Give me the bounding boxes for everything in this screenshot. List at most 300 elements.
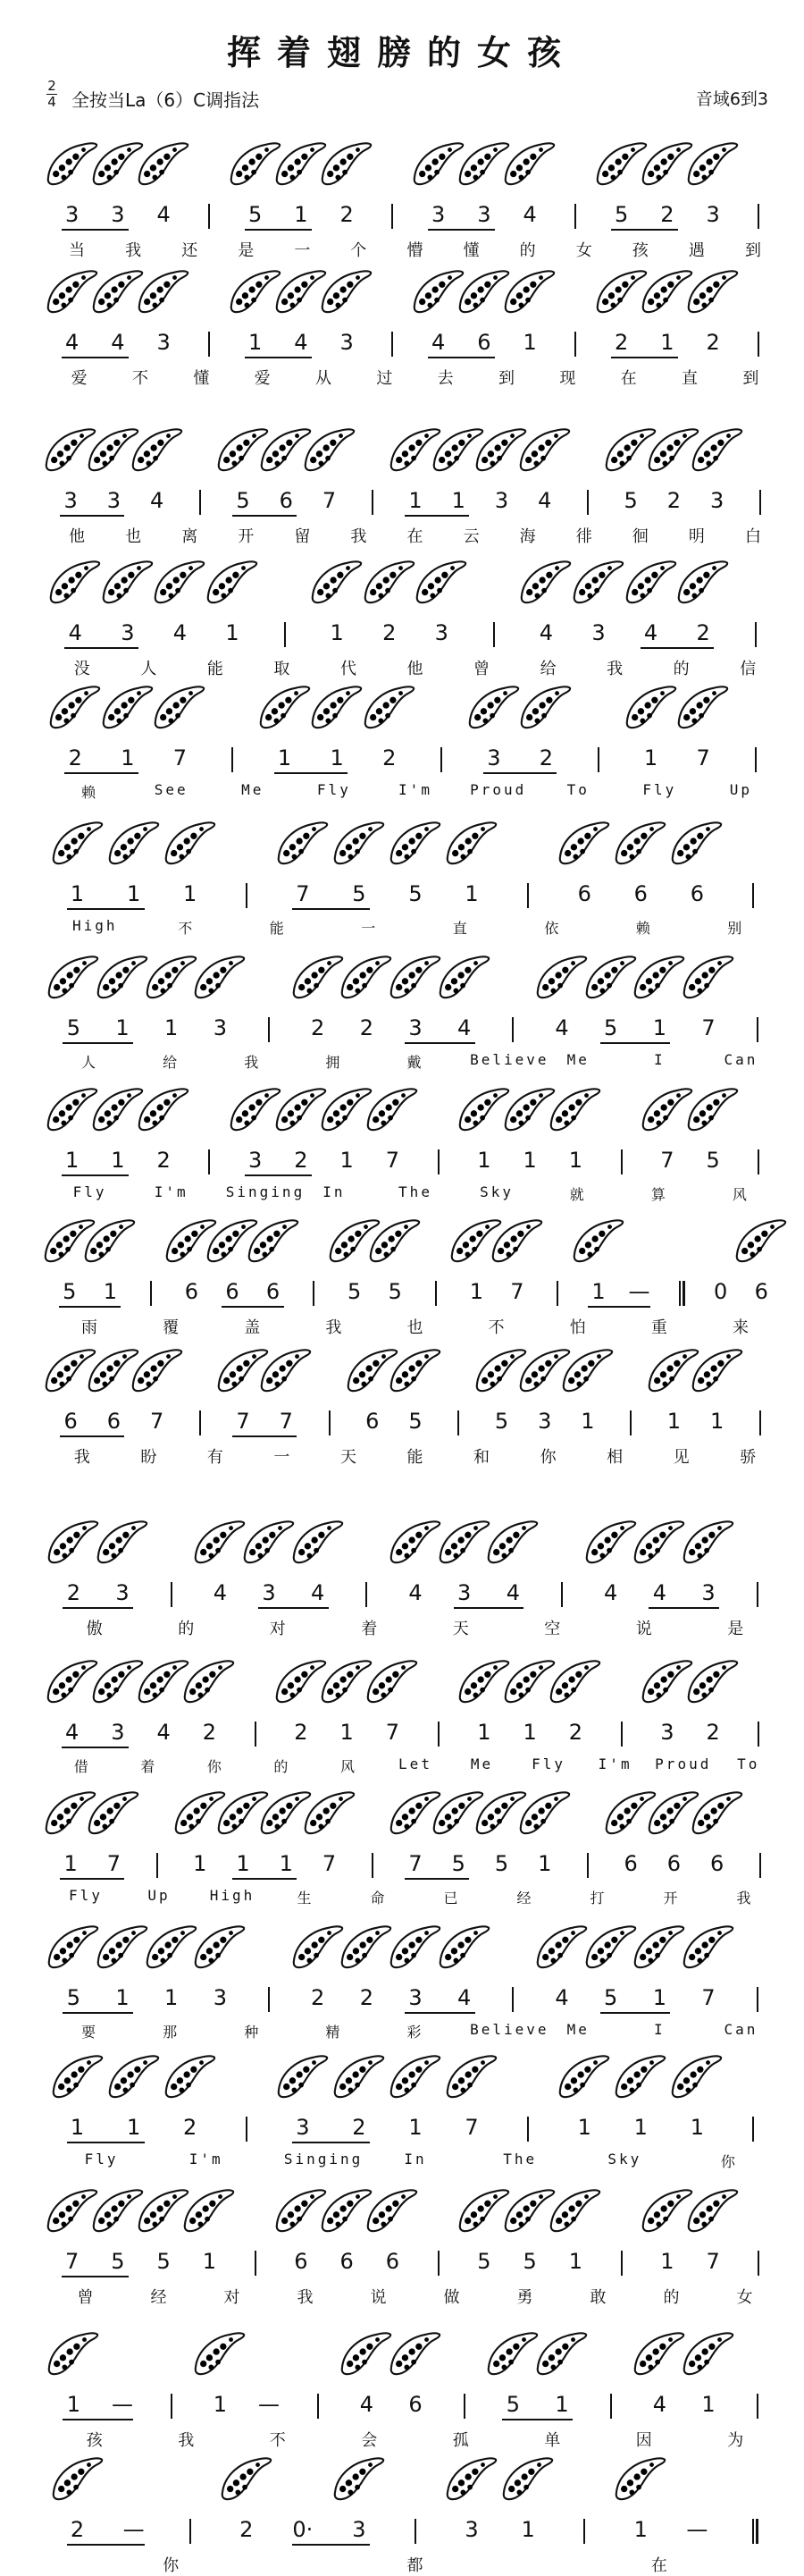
- note-digit: 3: [434, 620, 448, 645]
- lyric-word: 女: [736, 2288, 754, 2307]
- ocarina-fingering-icon: [685, 267, 741, 316]
- lyric-word: 骄: [740, 1448, 758, 1467]
- ocarina-fingering-icon: [367, 1216, 423, 1265]
- ocarina-fingering-icon: [106, 819, 162, 867]
- note-digit: 1: [279, 1851, 293, 1876]
- note-digit: 1: [164, 1985, 179, 2010]
- lyric-word: 的: [273, 1758, 291, 1775]
- lyric-word: 你: [163, 2556, 180, 2575]
- ocarina-fingering-icon: [500, 2454, 556, 2503]
- lyric-word: 对: [269, 1620, 287, 1638]
- note-digit: 3: [213, 1015, 227, 1040]
- note-digit: 7: [172, 745, 188, 770]
- lyric-word: 精: [325, 2024, 343, 2041]
- ocarina-fingering-icon: [331, 2052, 387, 2100]
- note-digit: 2: [339, 202, 354, 227]
- lyric-word: 孩: [632, 241, 649, 260]
- note-digit: 6: [624, 1851, 638, 1876]
- score-row: [0, 1080, 804, 1205]
- lyric-word: 过: [376, 369, 394, 388]
- lyric-word: 为: [727, 2431, 745, 2450]
- note-digit: 3: [111, 1720, 125, 1745]
- ocarina-fingering-icon: [331, 2454, 387, 2503]
- score-row: [0, 678, 804, 803]
- note-digit: 1: [521, 2517, 535, 2542]
- ocarina-fingering-icon: [613, 819, 668, 867]
- ocarina-fingering-icon: [364, 1085, 420, 1133]
- lyric-word: 做: [443, 2288, 461, 2307]
- key-info: 全按当La（6）C调指法: [71, 89, 260, 111]
- note-digit: 6: [365, 1409, 380, 1434]
- lyric-word: 一: [361, 920, 379, 937]
- ocarina-fingering-icon: [690, 1789, 745, 1837]
- note-digit: 3: [262, 1580, 276, 1605]
- ocarina-fingering-icon: [205, 558, 260, 606]
- beam-underline: [63, 2012, 133, 2014]
- barline: [758, 204, 759, 229]
- lyric-word: 敢: [590, 2288, 607, 2307]
- lyric-word: 怕: [569, 1318, 587, 1337]
- lyric-word: 的: [178, 1620, 196, 1638]
- score-row: [0, 134, 804, 259]
- time-signature: [46, 79, 57, 110]
- note-digit: 1: [408, 488, 423, 513]
- barline: [493, 622, 495, 647]
- lyric-word: 他: [406, 660, 424, 678]
- note-digit: 4: [523, 202, 537, 227]
- lyric-word: Up: [729, 781, 753, 798]
- note-digit: 5: [236, 488, 250, 513]
- note-digit: 5: [614, 202, 629, 227]
- lyric-word: 我: [325, 1318, 343, 1337]
- lyric-word: Believe: [470, 1051, 549, 1068]
- score-row: [0, 813, 804, 939]
- note-digit: 5: [477, 2249, 491, 2274]
- lyric-word: 打: [590, 1890, 607, 1907]
- beam-underline: [405, 1878, 469, 1880]
- ocarina-fingering-icon: [136, 139, 191, 188]
- ocarina-fingering-icon: [275, 2052, 331, 2100]
- ocarina-fingering-icon: [331, 819, 387, 867]
- note-digit: 5: [494, 1409, 509, 1434]
- note-digit: 2: [183, 2115, 197, 2140]
- ocarina-fingering-icon: [106, 2052, 162, 2100]
- note-digit: 1: [710, 1409, 724, 1434]
- barline: [268, 1017, 270, 1042]
- lyric-word: Fly: [316, 781, 351, 798]
- lyric-word: I'm: [398, 781, 432, 798]
- note-digit: 1: [115, 1015, 130, 1040]
- barline: [199, 1410, 201, 1435]
- lyric-word: 个: [350, 241, 368, 260]
- lyric-word: Me: [566, 1051, 590, 1068]
- lyric-word: 代: [339, 660, 357, 678]
- barline: [758, 1149, 759, 1174]
- note-digit: 7: [236, 1409, 250, 1434]
- note-digit: 5: [604, 1985, 618, 2010]
- lyric-word: 要: [81, 2024, 99, 2041]
- lyric-word: High: [71, 917, 118, 934]
- lyric-word: 遇: [688, 241, 706, 260]
- ocarina-fingering-icon: [685, 1657, 741, 1705]
- ocarina-fingering-icon: [95, 1518, 150, 1566]
- note-digit: 1: [477, 1148, 491, 1173]
- note-digit: 2: [706, 1720, 720, 1745]
- score-row: [0, 1512, 804, 1637]
- lyric-word: 天: [452, 1620, 470, 1638]
- lyric-word: 曾: [473, 660, 491, 678]
- lyric-word: 能: [206, 660, 224, 678]
- ocarina-fingering-icon: [548, 1657, 603, 1705]
- note-digit: 3: [296, 2115, 310, 2140]
- ocarina-fingering-icon: [490, 1216, 545, 1265]
- lyric-word: 的: [519, 241, 537, 260]
- note-digit: 4: [457, 1985, 472, 2010]
- lyric-word: 不: [269, 2431, 287, 2450]
- lyric-word: Me: [241, 781, 264, 798]
- barline: [759, 1410, 761, 1435]
- note-digit: 6: [477, 330, 491, 355]
- lyric-word: 当: [69, 241, 87, 260]
- ocarina-fingering-icon: [46, 953, 101, 1001]
- lyric-word: 直: [452, 920, 470, 937]
- note-digit: 7: [408, 1851, 423, 1876]
- barline: [758, 2251, 759, 2276]
- note-digit: 5: [604, 1015, 618, 1040]
- barline: [758, 1722, 759, 1747]
- note-digit: 1: [660, 330, 674, 355]
- lyric-word: 懂: [463, 241, 481, 260]
- barline: [246, 2117, 247, 2142]
- note-digit: 1: [666, 1409, 682, 1434]
- beam-underline: [428, 229, 495, 231]
- ocarina-fingering-icon: [502, 267, 557, 316]
- lyric-word: 人: [140, 660, 158, 678]
- time-signature-top: 2: [47, 78, 56, 94]
- note-digit: 5: [111, 2249, 125, 2274]
- ocarina-fingering-icon: [534, 1923, 590, 1971]
- barline: [415, 2519, 416, 2544]
- beam-underline: [600, 2012, 671, 2014]
- ocarina-fingering-icon: [362, 683, 417, 731]
- ocarina-fingering-icon: [100, 683, 155, 731]
- beam-underline: [62, 229, 129, 231]
- note-digit: 4: [156, 1720, 171, 1745]
- lyric-word: 天: [339, 1448, 357, 1467]
- note-digit: 1: [111, 1148, 125, 1173]
- lyric-word: 明: [688, 527, 706, 546]
- ocarina-fingering-icon: [130, 425, 185, 474]
- ocarina-fingering-icon: [152, 683, 207, 731]
- note-digit: 1: [568, 2249, 583, 2274]
- time-signature-bottom: 4: [47, 94, 56, 110]
- note-digit: 2: [666, 488, 682, 513]
- note-digit: 3: [477, 202, 491, 227]
- note-digit: 3: [487, 745, 501, 770]
- ocarina-fingering-icon: [681, 953, 736, 1001]
- barline: [759, 1853, 761, 1878]
- ocarina-fingering-icon: [46, 2329, 101, 2378]
- barline: [587, 1853, 589, 1878]
- ocarina-fingering-icon: [624, 558, 679, 606]
- barline: [246, 883, 247, 908]
- note-digit: 1: [581, 1409, 595, 1434]
- barline: [199, 490, 201, 515]
- note-digit: 4: [506, 1580, 520, 1605]
- score-row: [0, 1341, 804, 1466]
- lyric-word: 到: [498, 369, 515, 388]
- lyric-word: I'm: [188, 2151, 223, 2168]
- lyric-word: 傲: [86, 1620, 104, 1638]
- beam-underline: [63, 1042, 133, 1044]
- note-digit: 1: [568, 1148, 583, 1173]
- note-digit: 1: [202, 2249, 217, 2274]
- barline: [755, 747, 757, 772]
- ocarina-fingering-icon: [319, 139, 374, 188]
- barline: [757, 1987, 758, 2012]
- ocarina-fingering-icon: [690, 425, 745, 474]
- note-digit: 1: [660, 2249, 674, 2274]
- lyric-word: 人: [81, 1054, 99, 1071]
- beam-underline: [292, 908, 370, 910]
- beam-underline: [483, 772, 557, 774]
- barline: [435, 1281, 437, 1306]
- lyric-word: 也: [406, 1318, 424, 1337]
- ocarina-fingering-icon: [163, 819, 218, 867]
- beam-underline: [232, 515, 297, 517]
- note-digit: 5: [156, 2249, 171, 2274]
- note-digit: 5: [247, 202, 263, 227]
- ocarina-fingering-icon: [466, 683, 522, 731]
- ocarina-fingering-icon: [388, 1346, 443, 1394]
- lyric-word: 我: [736, 1890, 754, 1907]
- lyric-word: In: [322, 1183, 346, 1200]
- lyric-word: 没: [73, 660, 91, 678]
- note-digit: 6: [710, 1851, 724, 1876]
- lyric-word: 不: [488, 1318, 506, 1337]
- note-digit: 7: [296, 881, 310, 906]
- note-digit: 7: [706, 2249, 720, 2274]
- note-digit: 1: [126, 2115, 141, 2140]
- lyric-word: Singing: [225, 1183, 306, 1200]
- note-digit: 4: [149, 488, 164, 513]
- ocarina-fingering-icon: [181, 1657, 237, 1705]
- lyric-word: See: [154, 781, 188, 798]
- lyric-word: High: [209, 1887, 255, 1904]
- ocarina-fingering-icon: [144, 1923, 199, 1971]
- double-barline: [752, 2519, 758, 2544]
- ocarina-fingering-icon: [583, 1518, 639, 1566]
- note-digit: 3: [457, 1580, 472, 1605]
- note-digit: 4: [652, 1580, 666, 1605]
- lyric-word: Fly: [532, 1755, 566, 1772]
- lyric-word: 的: [673, 660, 691, 678]
- note-digit: 6: [184, 1279, 199, 1304]
- ocarina-fingering-icon: [485, 2329, 540, 2378]
- lyric-word: 能: [269, 920, 287, 937]
- ocarina-fingering-icon: [560, 1346, 616, 1394]
- note-digit: 3: [213, 1985, 227, 2010]
- ocarina-fingering-icon: [681, 1518, 736, 1566]
- ocarina-fingering-icon: [100, 558, 155, 606]
- note-digit: 1: [690, 2115, 705, 2140]
- beam-underline: [405, 1042, 475, 1044]
- ocarina-fingering-icon: [681, 2329, 736, 2378]
- ocarina-fingering-icon: [437, 1518, 492, 1566]
- lyric-word: 那: [163, 2024, 180, 2041]
- barline: [255, 1722, 256, 1747]
- barline: [587, 490, 589, 515]
- lyric-word: 勇: [516, 2288, 534, 2307]
- note-digit: 3: [121, 620, 135, 645]
- beam-underline: [62, 1174, 129, 1176]
- note-digit: 7: [385, 1148, 400, 1173]
- note-digit: 3: [156, 330, 171, 355]
- ocarina-fingering-icon: [192, 953, 247, 1001]
- score-row: [0, 2181, 804, 2306]
- barline: [758, 332, 759, 357]
- note-digit: 1: [633, 2115, 648, 2140]
- double-barline: [679, 1281, 685, 1306]
- note-digit: 2: [352, 2115, 366, 2140]
- lyric-word: 徘: [575, 527, 593, 546]
- barline: [189, 2519, 191, 2544]
- ocarina-fingering-icon: [632, 2329, 687, 2378]
- ocarina-fingering-icon: [290, 1923, 346, 1971]
- lyric-word: Can: [724, 2021, 758, 2038]
- lyric-word: In: [404, 2151, 427, 2168]
- beam-underline: [502, 2419, 573, 2420]
- note-digit: 4: [213, 1580, 227, 1605]
- note-digit: 1: [339, 1720, 354, 1745]
- note-digit: 4: [64, 1720, 80, 1745]
- lyric-word: 信: [740, 660, 758, 678]
- lyric-word: 取: [273, 660, 291, 678]
- ocarina-fingering-icon: [414, 558, 469, 606]
- lyric-word: 已: [443, 1890, 461, 1907]
- ocarina-fingering-icon: [339, 953, 394, 1001]
- lyric-word: Proud: [655, 1755, 712, 1772]
- score-row: [0, 1783, 804, 1908]
- note-digit: 6: [754, 1279, 768, 1304]
- note-digit: 2: [614, 330, 629, 355]
- barline: [527, 2117, 529, 2142]
- barline: [317, 2394, 319, 2419]
- lyric-word: I'm: [154, 1183, 188, 1200]
- barline: [621, 2251, 623, 2276]
- ocarina-fingering-icon: [388, 1518, 443, 1566]
- ocarina-fingering-icon: [82, 1216, 138, 1265]
- barline: [438, 2251, 440, 2276]
- ocarina-fingering-icon: [444, 819, 499, 867]
- note-digit: 5: [348, 1279, 362, 1304]
- lyric-word: 云: [463, 527, 481, 546]
- ocarina-fingering-icon: [290, 1518, 346, 1566]
- lyric-word: 有: [206, 1448, 224, 1467]
- barline: [630, 1410, 632, 1435]
- note-digit: 2: [311, 1015, 325, 1040]
- lyric-word: 说: [370, 2288, 388, 2307]
- beam-underline: [63, 1607, 133, 1609]
- barline: [438, 1149, 440, 1174]
- note-digit: 1: [247, 330, 263, 355]
- lyric-word: 种: [244, 2024, 262, 2041]
- range-info: 音域6到3: [695, 89, 768, 109]
- lyric-word: 我: [244, 1054, 262, 1071]
- lyric-word: Can: [724, 1051, 758, 1068]
- score-row: [0, 420, 804, 545]
- lyric-word: 能: [406, 1448, 424, 1467]
- note-digit: 4: [111, 330, 125, 355]
- ocarina-fingering-icon: [632, 1518, 687, 1566]
- note-digit: 7: [385, 1720, 400, 1745]
- lyric-word: 从: [315, 369, 332, 388]
- note-digit: 1: [469, 1279, 483, 1304]
- note-digit: 3: [64, 202, 80, 227]
- ocarina-fingering-icon: [388, 953, 443, 1001]
- ocarina-fingering-icon: [302, 1789, 357, 1837]
- note-digit: 3: [63, 488, 78, 513]
- barline: [512, 1987, 514, 2012]
- lyric-word: 孩: [86, 2431, 104, 2450]
- ocarina-fingering-icon: [50, 2052, 105, 2100]
- barline: [527, 883, 529, 908]
- note-digit: 3: [706, 202, 720, 227]
- ocarina-fingering-icon: [290, 953, 346, 1001]
- note-digit: —: [112, 2392, 133, 2417]
- beam-underline: [62, 357, 129, 358]
- note-digit: 1: [339, 1148, 354, 1173]
- lyric-word: Up: [147, 1887, 171, 1904]
- lyric-word: 戴: [406, 1054, 424, 1071]
- beam-underline: [67, 908, 145, 910]
- barline: [150, 1281, 152, 1306]
- barline: [464, 2394, 465, 2419]
- note-digit: 3: [591, 620, 606, 645]
- note-digit: 7: [660, 1148, 674, 1173]
- ocarina-fingering-icon: [632, 953, 687, 1001]
- barline: [255, 2251, 256, 2276]
- note-digit: 1: [70, 2115, 85, 2140]
- ocarina-fingering-icon: [163, 2052, 218, 2100]
- ocarina-fingering-icon: [275, 819, 331, 867]
- lyric-word: 相: [607, 1448, 624, 1467]
- note-digit: 3: [115, 1580, 130, 1605]
- note-digit: 1: [555, 2392, 569, 2417]
- note-digit: 1: [465, 881, 479, 906]
- lyric-word: 爱: [71, 369, 88, 388]
- lyric-word: 是: [238, 241, 255, 260]
- ocarina-fingering-icon: [258, 1346, 314, 1394]
- lyric-word: 拥: [325, 1054, 343, 1071]
- beam-underline: [232, 1878, 297, 1880]
- ocarina-fingering-icon: [192, 2329, 247, 2378]
- ocarina-fingering-icon: [557, 2052, 612, 2100]
- lyric-word: Believe: [470, 2021, 549, 2038]
- lyric-word: 我: [125, 241, 143, 260]
- barline: [438, 1722, 440, 1747]
- lyric-word: 盖: [244, 1318, 262, 1337]
- barline: [171, 1582, 172, 1607]
- lyric-word: 我: [350, 527, 368, 546]
- lyric-word: 给: [540, 660, 557, 678]
- lyric-word: 来: [732, 1318, 750, 1337]
- ocarina-fingering-icon: [246, 1216, 301, 1265]
- ocarina-fingering-icon: [632, 1923, 687, 1971]
- lyric-word: 都: [406, 2556, 424, 2575]
- lyric-word: 覆: [163, 1318, 180, 1337]
- note-digit: 5: [494, 1851, 509, 1876]
